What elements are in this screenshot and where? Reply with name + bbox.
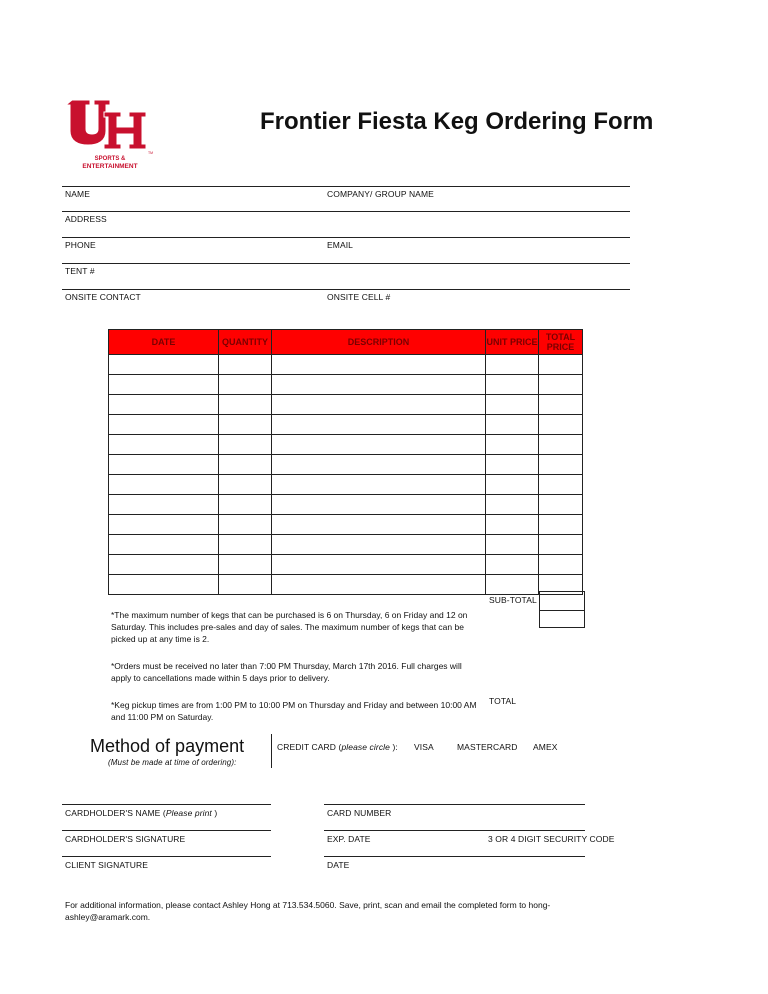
table-row — [109, 495, 583, 515]
order-cell[interactable] — [539, 495, 583, 515]
order-cell[interactable] — [219, 455, 272, 475]
order-cell[interactable] — [109, 555, 219, 575]
order-cell[interactable] — [486, 475, 539, 495]
order-cell[interactable] — [219, 435, 272, 455]
order-cell[interactable] — [539, 435, 583, 455]
footer-contact: For additional information, please contact Ashley Hong at 713.534.5060. Save, print, scan and email the completed form to hong-ashley@aramark.com. — [65, 900, 551, 922]
table-row — [109, 555, 583, 575]
order-cell[interactable] — [486, 415, 539, 435]
order-cell[interactable] — [272, 555, 486, 575]
order-cell[interactable] — [486, 575, 539, 595]
table-row — [109, 455, 583, 475]
cardholder-signature-label: CARDHOLDER'S SIGNATURE — [65, 834, 186, 844]
header-unit-price: UNIT PRICE — [486, 330, 539, 355]
order-cell[interactable] — [539, 475, 583, 495]
order-cell[interactable] — [109, 535, 219, 555]
order-cell[interactable] — [219, 575, 272, 595]
name-label: NAME — [65, 189, 90, 199]
total-label: TOTAL — [489, 696, 517, 706]
order-cell[interactable] — [486, 535, 539, 555]
amex-option[interactable]: AMEX — [533, 742, 558, 752]
divider — [62, 237, 630, 238]
exp-date-label: EXP. DATE — [327, 834, 371, 844]
order-cell[interactable] — [109, 515, 219, 535]
date-label: DATE — [327, 860, 350, 870]
visa-option[interactable]: VISA — [414, 742, 434, 752]
header-quantity: QUANTITY — [219, 330, 272, 355]
order-cell[interactable] — [486, 495, 539, 515]
table-row — [109, 375, 583, 395]
payment-heading: Method of payment — [90, 736, 245, 756]
order-cell[interactable] — [539, 555, 583, 575]
note-order-deadline: *Orders must be received no later than 7:00 PM Thursday, March 17th 2016. Full charges will apply to cancellations made within 5 days prior to delivery. — [111, 661, 462, 683]
order-cell[interactable] — [486, 355, 539, 375]
divider — [62, 186, 630, 187]
tent-label: TENT # — [65, 266, 95, 276]
order-cell[interactable] — [272, 375, 486, 395]
order-cell[interactable] — [109, 455, 219, 475]
order-cell[interactable] — [486, 515, 539, 535]
onsite-cell-label: ONSITE CELL # — [327, 292, 391, 302]
cardholder-name-label: CARDHOLDER'S NAME (Please print ) — [65, 808, 218, 818]
order-cell[interactable] — [272, 395, 486, 415]
divider — [324, 830, 585, 831]
order-cell[interactable] — [109, 375, 219, 395]
divider — [324, 856, 585, 857]
order-cell[interactable] — [272, 475, 486, 495]
order-cell[interactable] — [219, 515, 272, 535]
order-cell[interactable] — [486, 455, 539, 475]
phone-label: PHONE — [65, 240, 96, 250]
mastercard-option[interactable]: MASTERCARD — [457, 742, 518, 752]
divider — [62, 289, 630, 290]
credit-card-label: CREDIT CARD (please circle ): — [277, 742, 398, 752]
onsite-contact-label: ONSITE CONTACT — [65, 292, 141, 302]
subtotal-cell-2[interactable] — [539, 609, 585, 628]
order-cell[interactable] — [486, 375, 539, 395]
order-cell[interactable] — [486, 395, 539, 415]
order-table — [108, 329, 583, 595]
order-cell[interactable] — [219, 395, 272, 415]
order-rows — [109, 355, 583, 595]
divider — [62, 211, 630, 212]
order-cell[interactable] — [109, 495, 219, 515]
divider — [62, 263, 630, 264]
order-cell[interactable] — [109, 415, 219, 435]
payment-divider — [271, 734, 272, 768]
table-row — [109, 575, 583, 595]
order-cell[interactable] — [109, 435, 219, 455]
order-cell[interactable] — [272, 455, 486, 475]
header-description: DESCRIPTION — [272, 330, 486, 355]
order-cell[interactable] — [219, 415, 272, 435]
table-row — [109, 415, 583, 435]
order-cell[interactable] — [272, 355, 486, 375]
order-cell[interactable] — [272, 515, 486, 535]
order-cell[interactable] — [539, 455, 583, 475]
divider — [62, 804, 271, 805]
table-row — [109, 515, 583, 535]
order-cell[interactable] — [539, 395, 583, 415]
header-total-price: TOTAL PRICE — [539, 330, 583, 355]
logo-line1: SPORTS & — [94, 156, 126, 162]
order-cell[interactable] — [272, 415, 486, 435]
table-row — [109, 395, 583, 415]
table-row — [109, 355, 583, 375]
note-max-kegs: *The maximum number of kegs that can be purchased is 6 on Thursday, 6 on Friday and 12 on Saturday. This includes pre-sales and day of sales. The maximum number of kegs that can be picked up at any time is 2. — [111, 610, 468, 644]
header-date: DATE — [109, 330, 219, 355]
order-cell[interactable] — [219, 555, 272, 575]
client-signature-label: CLIENT SIGNATURE — [65, 860, 148, 870]
order-cell[interactable] — [539, 515, 583, 535]
security-code-label: 3 OR 4 DIGIT SECURITY CODE — [488, 834, 615, 844]
order-cell[interactable] — [486, 435, 539, 455]
order-cell[interactable] — [219, 355, 272, 375]
order-cell[interactable] — [539, 415, 583, 435]
order-cell[interactable] — [109, 475, 219, 495]
order-cell[interactable] — [109, 355, 219, 375]
order-cell[interactable] — [539, 375, 583, 395]
table-row — [109, 435, 583, 455]
company-label: COMPANY/ GROUP NAME — [327, 189, 434, 199]
subtotal-label: SUB-TOTAL — [489, 595, 537, 605]
order-cell[interactable] — [272, 535, 486, 555]
card-number-label: CARD NUMBER — [327, 808, 392, 818]
order-cell[interactable] — [539, 535, 583, 555]
payment-subtext: (Must be made at time of ordering): — [108, 758, 237, 767]
divider — [62, 830, 271, 831]
order-cell[interactable] — [219, 475, 272, 495]
logo-tm: TM — [148, 151, 154, 155]
order-cell[interactable] — [272, 435, 486, 455]
uh-logo — [68, 98, 152, 170]
logo-line2: ENTERTAINMENT — [82, 163, 138, 170]
form-title: Frontier Fiesta Keg Ordering Form — [260, 108, 654, 135]
order-cell[interactable] — [219, 495, 272, 515]
order-cell[interactable] — [272, 575, 486, 595]
divider — [324, 804, 585, 805]
note-pickup-times: *Keg pickup times are from 1:00 PM to 10:00 PM on Thursday and Friday and between 10:00 AM and 11:00 PM on Saturday. — [111, 700, 477, 722]
order-cell[interactable] — [539, 355, 583, 375]
table-row — [109, 535, 583, 555]
order-cell[interactable] — [219, 535, 272, 555]
order-cell[interactable] — [109, 395, 219, 415]
order-cell[interactable] — [109, 575, 219, 595]
subtotal-cell[interactable] — [539, 591, 585, 611]
email-label: EMAIL — [327, 240, 354, 250]
address-label: ADDRESS — [65, 214, 107, 224]
order-cell[interactable] — [272, 495, 486, 515]
order-cell[interactable] — [486, 555, 539, 575]
table-row — [109, 475, 583, 495]
order-cell[interactable] — [219, 375, 272, 395]
divider — [62, 856, 271, 857]
